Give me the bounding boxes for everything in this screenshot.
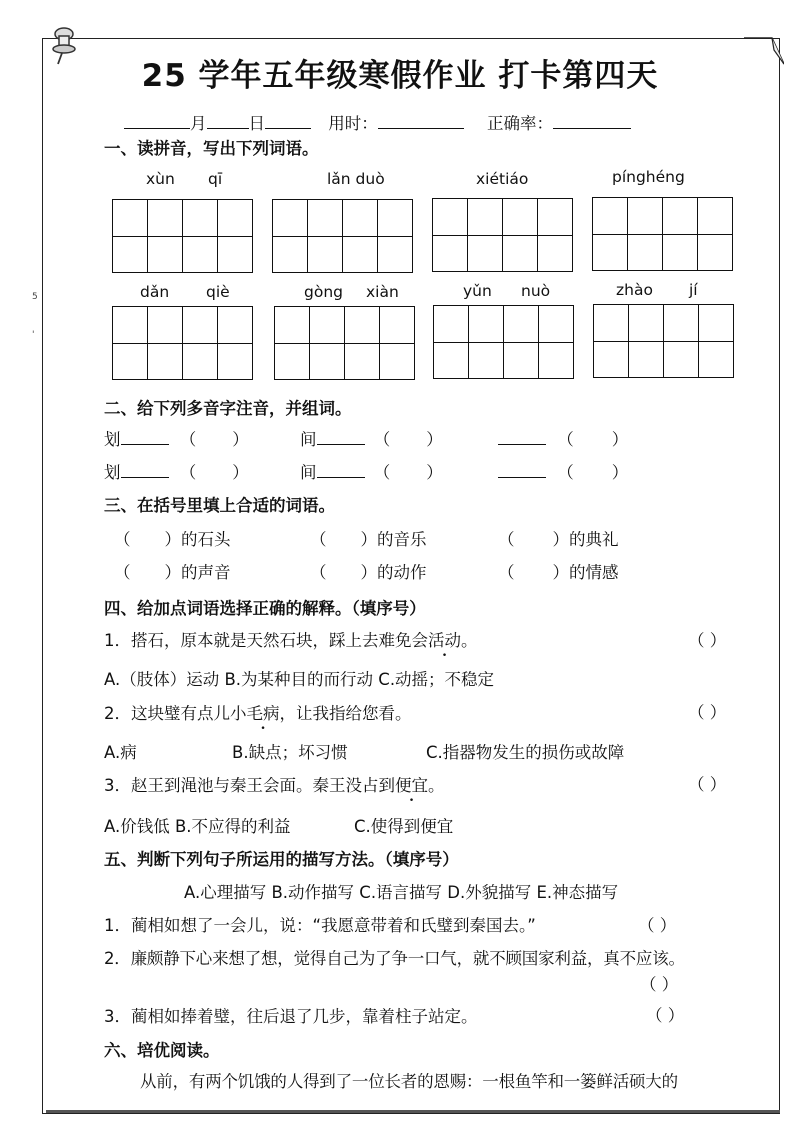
writing-grid[interactable] bbox=[274, 306, 415, 380]
polyphone-row: （ ） bbox=[498, 426, 628, 450]
margin-mark: 5 bbox=[32, 292, 38, 302]
section-4-title: 四、给加点词语选择正确的解释。（填序号） bbox=[104, 599, 426, 618]
section-5-title: 五、判断下列句子所运用的描写方法。（填序号） bbox=[104, 850, 459, 869]
polyphone-char: 划 bbox=[104, 463, 121, 482]
polyphone-char: 划 bbox=[104, 430, 121, 449]
pinyin: xùn bbox=[146, 170, 175, 188]
page-title: 25 学年五年级寒假作业 打卡第四天 bbox=[141, 58, 659, 94]
writing-grid[interactable] bbox=[272, 199, 413, 273]
pinyin: dǎn bbox=[140, 283, 170, 301]
polyphone-char: 间 bbox=[300, 430, 317, 449]
fill-phrase[interactable]: （ ）的石头 bbox=[114, 530, 231, 549]
word-blank[interactable] bbox=[121, 428, 169, 445]
header-fields bbox=[124, 110, 631, 134]
pinyin: lǎn duò bbox=[327, 170, 385, 188]
question-5-2: 2．廉颇静下心来想了想，觉得自己为了争一口气，就不顾国家利益，真不应该。 bbox=[104, 949, 685, 968]
option: B.缺点；坏习惯 bbox=[232, 743, 348, 762]
answer-paren[interactable]: （ ） bbox=[688, 775, 727, 794]
paper-edge bbox=[46, 1110, 780, 1113]
section-3-title: 三、在括号里填上合适的词语。 bbox=[104, 496, 335, 515]
polyphone-row: （ ） bbox=[498, 459, 628, 483]
writing-grid[interactable] bbox=[112, 306, 253, 380]
section-2-title: 二、给下列多音字注音，并组词。 bbox=[104, 399, 352, 418]
pinyin: pínghéng bbox=[612, 168, 685, 186]
fill-phrase[interactable]: （ ）的声音 bbox=[114, 563, 231, 582]
polyphone-row: 划 （ ） bbox=[104, 430, 249, 449]
reading-passage: 从前，有两个饥饿的人得到了一位长者的恩赐：一根鱼竿和一篓鲜活硕大的 bbox=[140, 1072, 678, 1091]
pinyin: xiàn bbox=[366, 283, 399, 301]
question-4-1: 1．搭石，原本就是天然石块，踩上去难免会活动。 bbox=[104, 631, 478, 650]
month-blank[interactable] bbox=[124, 112, 190, 129]
polyphone-row: 间 （ ） bbox=[300, 463, 443, 482]
answer-paren[interactable]: （ ） bbox=[638, 916, 677, 935]
answer-paren[interactable]: （ ） bbox=[640, 975, 679, 994]
fill-phrase[interactable]: （ ）的动作 bbox=[310, 563, 427, 582]
answer-paren[interactable]: （ ） bbox=[688, 703, 727, 722]
pinyin: gòng bbox=[304, 283, 343, 301]
option: C.使得到便宜 bbox=[354, 817, 454, 836]
polyphone-char: 间 bbox=[300, 463, 317, 482]
fill-phrase[interactable]: （ ）的音乐 bbox=[310, 530, 427, 549]
pinyin: jí bbox=[689, 281, 698, 299]
time-blank[interactable] bbox=[378, 112, 464, 129]
dotted-word: 活动 bbox=[428, 631, 461, 650]
answer-paren[interactable]: （ ） bbox=[646, 1006, 685, 1025]
option: A.病 bbox=[104, 743, 137, 762]
question-5-3: 3．蔺相如捧着璧，往后退了几步，靠着柱子站定。 bbox=[104, 1007, 478, 1026]
fill-phrase[interactable]: （ ）的情感 bbox=[498, 563, 619, 582]
accuracy-blank[interactable] bbox=[553, 112, 631, 129]
word-blank[interactable] bbox=[317, 461, 365, 478]
writing-grid[interactable] bbox=[593, 304, 734, 378]
writing-grid[interactable] bbox=[592, 197, 733, 271]
time-label: 用时： bbox=[328, 114, 378, 133]
word-blank[interactable] bbox=[317, 428, 365, 445]
pinyin: xiétiáo bbox=[476, 170, 529, 188]
word-blank[interactable] bbox=[498, 428, 546, 445]
pinyin: qī bbox=[208, 170, 223, 188]
writing-grid[interactable] bbox=[432, 198, 573, 272]
dotted-word: 毛病 bbox=[246, 704, 280, 723]
fill-phrase[interactable]: （ ）的典礼 bbox=[498, 530, 619, 549]
writing-grid[interactable] bbox=[433, 305, 574, 379]
question-4-2: 2．这块璧有点儿小毛病，让我指给您看。 bbox=[104, 704, 412, 723]
pinyin: yǔn bbox=[463, 282, 492, 300]
question-5-1: 1．蔺相如想了一会儿，说：“我愿意带着和氏璧到秦国去。” bbox=[104, 916, 536, 935]
polyphone-row: 间 （ ） bbox=[300, 430, 443, 449]
margin-mark: ' bbox=[32, 330, 35, 340]
word-blank[interactable] bbox=[498, 461, 546, 478]
option: A.价钱低 B.不应得的利益 bbox=[104, 817, 291, 836]
section-1-title: 一、读拼音，写出下列词语。 bbox=[104, 139, 319, 158]
pinyin: nuò bbox=[521, 282, 551, 300]
pinyin: zhào bbox=[616, 281, 653, 299]
pinyin: qiè bbox=[206, 283, 230, 301]
answer-paren[interactable]: （ ） bbox=[688, 631, 727, 650]
writing-grid[interactable] bbox=[112, 199, 253, 273]
word-blank[interactable] bbox=[121, 461, 169, 478]
question-4-1-options: A.（肢体）运动 B.为某种目的而行动 C.动摇；不稳定 bbox=[104, 670, 495, 689]
day-extra-blank[interactable] bbox=[265, 112, 311, 129]
section-6-title: 六、培优阅读。 bbox=[104, 1041, 220, 1060]
question-4-3: 3．赵王到渑池与秦王会面。秦王没占到便宜。 bbox=[104, 776, 445, 795]
dotted-word: 便宜 bbox=[395, 776, 428, 795]
option: C.指器物发生的损伤或故障 bbox=[426, 743, 625, 762]
day-label: 日 bbox=[248, 114, 265, 133]
accuracy-label: 正确率： bbox=[487, 114, 553, 133]
month-label: 月 bbox=[190, 114, 207, 133]
description-options: A.心理描写 B.动作描写 C.语言描写 D.外貌描写 E.神态描写 bbox=[184, 883, 619, 902]
polyphone-row: 划 （ ） bbox=[104, 463, 249, 482]
day-blank[interactable] bbox=[207, 112, 249, 129]
